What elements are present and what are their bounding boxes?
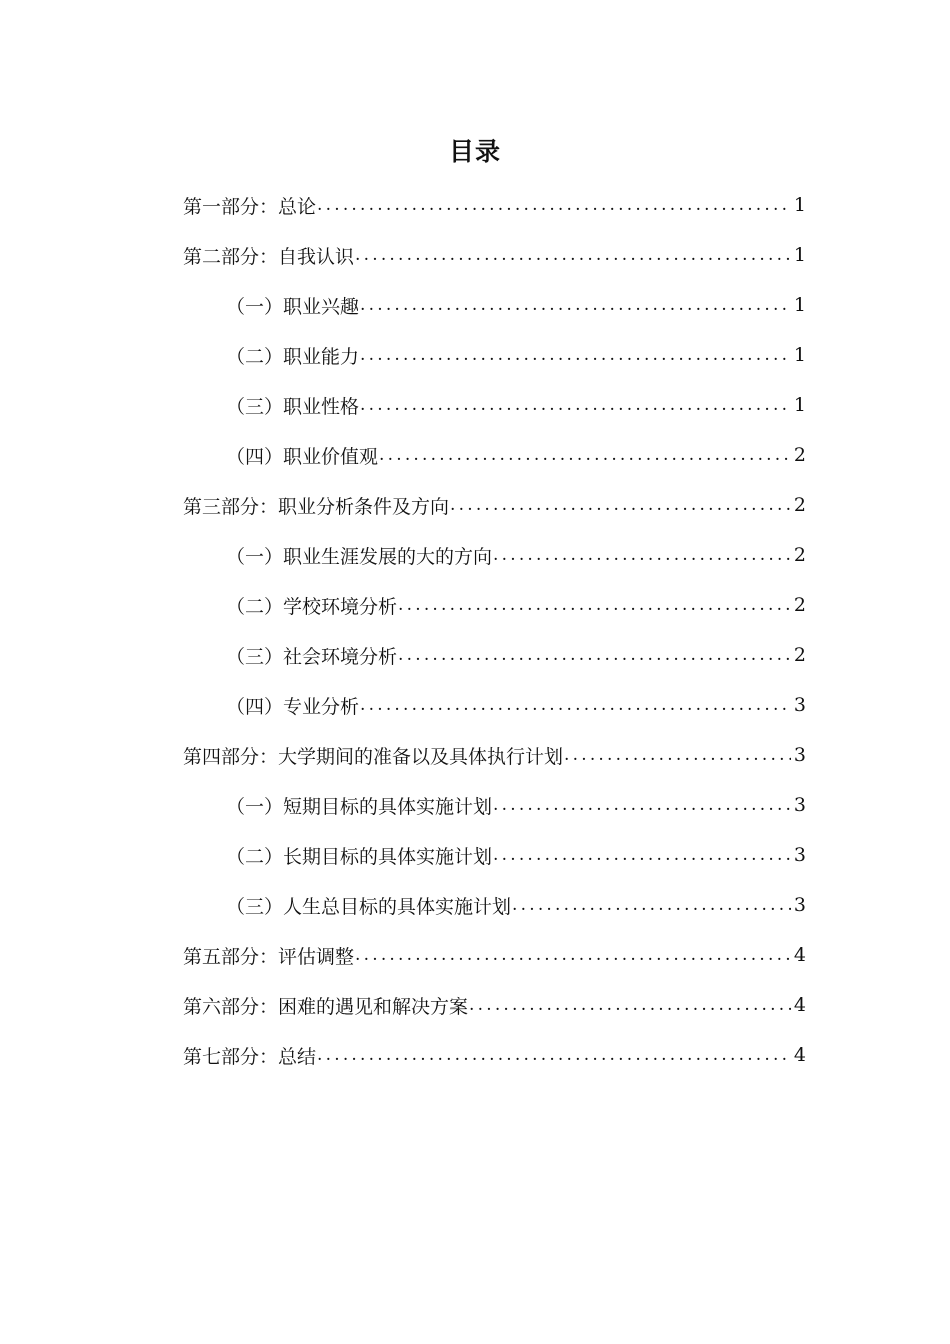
toc-subsection-entry[interactable] xyxy=(183,630,806,680)
toc-section-entry[interactable] xyxy=(183,180,806,230)
toc-subsection-entry[interactable] xyxy=(183,330,806,380)
toc-section-entry[interactable] xyxy=(183,230,806,280)
toc-page-number: 2 xyxy=(793,494,806,516)
toc-subsection-entry[interactable] xyxy=(183,530,806,580)
toc-entry-label: （四）专业分析 xyxy=(226,695,360,718)
toc-dot-leader xyxy=(493,795,791,815)
toc-dot-leader xyxy=(379,445,791,465)
toc-entry-label: 第三部分：职业分析条件及方向 xyxy=(183,495,450,518)
toc-entry-label: （一）短期目标的具体实施计划 xyxy=(226,795,493,818)
toc-dot-leader xyxy=(360,695,791,715)
toc-page-number: 3 xyxy=(793,844,806,866)
toc-page-number: 4 xyxy=(793,944,806,966)
toc-subsection-entry[interactable] xyxy=(183,780,806,830)
toc-entry-label: （一）职业生涯发展的大的方向 xyxy=(226,545,493,568)
toc-page-number: 2 xyxy=(793,594,806,616)
toc-entry-label: 第六部分：困难的遇见和解决方案 xyxy=(183,995,469,1018)
toc-dot-leader xyxy=(360,295,791,315)
toc-section-entry[interactable] xyxy=(183,480,806,530)
toc-entry-label: （二）学校环境分析 xyxy=(226,595,398,618)
toc-dot-leader xyxy=(493,845,791,865)
toc-subsection-entry[interactable] xyxy=(183,830,806,880)
toc-page-number: 3 xyxy=(793,744,806,766)
toc-subsection-entry[interactable] xyxy=(183,580,806,630)
toc-page-number: 2 xyxy=(793,644,806,666)
toc-title: 目录 xyxy=(448,137,501,166)
toc-dot-leader xyxy=(360,345,791,365)
toc-dot-leader xyxy=(450,495,791,515)
toc-page-number: 3 xyxy=(793,794,806,816)
toc-entry-label: 第五部分：评估调整 xyxy=(183,945,355,968)
toc-entry-label: （三）职业性格 xyxy=(226,395,360,418)
toc-entry-label: 第一部分：总论 xyxy=(183,195,317,218)
toc-section-entry[interactable] xyxy=(183,980,806,1030)
toc-dot-leader xyxy=(469,995,791,1015)
toc-subsection-entry[interactable] xyxy=(183,280,806,330)
toc-dot-leader xyxy=(398,645,791,665)
toc-page-number: 3 xyxy=(793,894,806,916)
toc-entry-label: （二）职业能力 xyxy=(226,345,360,368)
toc-page-number: 1 xyxy=(793,194,806,216)
toc-page-number: 1 xyxy=(793,294,806,316)
toc-dot-leader xyxy=(493,545,791,565)
toc-entry-label: （三）社会环境分析 xyxy=(226,645,398,668)
toc-page-number: 2 xyxy=(793,544,806,566)
toc-entry-label: 第七部分：总结 xyxy=(183,1045,317,1068)
toc-dot-leader xyxy=(317,195,791,215)
toc-entry-label: 第四部分：大学期间的准备以及具体执行计划 xyxy=(183,745,564,768)
toc-dot-leader xyxy=(512,895,791,915)
toc-section-entry[interactable] xyxy=(183,930,806,980)
toc-subsection-entry[interactable] xyxy=(183,430,806,480)
toc-dot-leader xyxy=(360,395,791,415)
toc-dot-leader xyxy=(398,595,791,615)
toc-page-number: 2 xyxy=(793,444,806,466)
toc-entry-label: （二）长期目标的具体实施计划 xyxy=(226,845,493,868)
toc-section-entry[interactable] xyxy=(183,1030,806,1080)
toc-page-number: 4 xyxy=(793,994,806,1016)
toc-page-number: 1 xyxy=(793,394,806,416)
toc-dot-leader xyxy=(564,745,791,765)
toc-section-entry[interactable] xyxy=(183,730,806,780)
toc-entry-label: （一）职业兴趣 xyxy=(226,295,360,318)
toc-dot-leader xyxy=(355,245,791,265)
toc-entry-label: （四）职业价值观 xyxy=(226,445,379,468)
toc-page-number: 1 xyxy=(793,244,806,266)
table-of-contents xyxy=(183,180,806,1080)
toc-dot-leader xyxy=(355,945,791,965)
toc-subsection-entry[interactable] xyxy=(183,880,806,930)
toc-page-number: 4 xyxy=(793,1044,806,1066)
toc-entry-label: （三）人生总目标的具体实施计划 xyxy=(226,895,512,918)
toc-page-number: 3 xyxy=(793,694,806,716)
toc-entry-label: 第二部分：自我认识 xyxy=(183,245,355,268)
toc-dot-leader xyxy=(317,1045,791,1065)
toc-subsection-entry[interactable] xyxy=(183,380,806,430)
toc-page-number: 1 xyxy=(793,344,806,366)
toc-subsection-entry[interactable] xyxy=(183,680,806,730)
